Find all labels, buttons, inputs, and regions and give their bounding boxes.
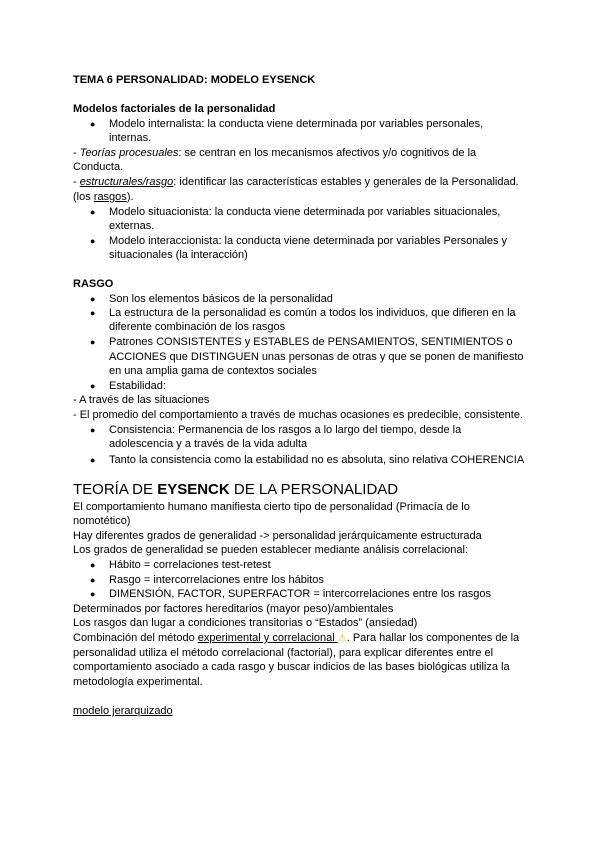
paragraph-metodo: [73, 631, 519, 646]
heading-part-3: DE LA PERSONALIDAD: [229, 481, 399, 498]
metodo-text-pre: Combinación del método: [73, 632, 198, 644]
paragraph-comportamiento: El comportamiento humano manifiesta cierto tipo de personalidad (Primacía de lo: [73, 501, 470, 513]
section-heading-eysenck: [73, 481, 398, 499]
section-heading-rasgo: RASGO: [73, 278, 114, 290]
dash-item-estructurales-text: : identificar las características estables y generales de la Personalidad.: [173, 176, 519, 188]
term-rasgos: rasgos: [93, 191, 127, 203]
dash-prefix: -: [73, 176, 80, 188]
paren-close-text: ).: [126, 191, 134, 203]
heading-eysenck-bold: EYSENCK: [157, 481, 230, 498]
paragraph-grados: Hay diferentes grados de generalidad -> personalidad jerárquicamente estructurada: [73, 530, 482, 542]
list-item-interaccionista-cont: situacionales (la interacción): [109, 249, 248, 261]
paragraph-hereditarios: Determinados por factores hereditarios (mayor peso)/ambientales: [73, 603, 394, 615]
dash-item-estructurales: [73, 175, 519, 189]
list-item-patrones-cont1: ACCIONES que DISTINGUEN unas personas de otras y que se ponen de manifiesto: [109, 351, 524, 363]
heading-part-1: TEORÍA DE: [73, 481, 158, 498]
term-experimental-correlacional: experimental y correlacional: [197, 632, 335, 644]
section-heading-modelos: Modelos factoriales de la personalidad: [73, 103, 276, 115]
paragraph-metodo-cont2: comportamiento asociado a cada rasgo y buscar indicios de las bases biológicas utiliza la: [73, 661, 510, 673]
bullet-icon: ●: [90, 589, 96, 599]
dash-item-situaciones: - A través de las situaciones: [73, 394, 210, 406]
paren-open-text: (los: [73, 191, 94, 203]
paragraph-comportamiento-cont: nomotético): [73, 515, 131, 527]
paragraph-metodo-cont1: personalidad utiliza el método correlacional (factorial), para explicar diferentes entre el: [73, 647, 494, 659]
bullet-icon: ●: [90, 455, 96, 465]
list-item-situacionista-cont: externas.: [109, 220, 155, 232]
bullet-icon: ●: [90, 381, 96, 391]
dash-item-promedio: - El promedio del comportamiento a través de muchas ocasiones es predecible, consistente.: [73, 409, 524, 421]
list-item-situacionista: Modelo situacionista: la conducta viene determinada por variables situacionales,: [109, 206, 501, 218]
list-item-estructura-cont: diferente combinación de los rasgos: [109, 321, 286, 333]
bullet-icon: ●: [90, 575, 96, 585]
document-title: TEMA 6 PERSONALIDAD: MODELO EYSENCK: [73, 74, 316, 86]
list-item-estructura: La estructura de la personalidad es común a todos los individuos, que difieren en la: [109, 307, 516, 319]
paragraph-metodo-cont3: metodología experimental.: [73, 676, 203, 688]
bullet-icon: ●: [90, 294, 96, 304]
list-item-internalista: Modelo internalista: la conducta viene determinada por variables personales,: [109, 118, 484, 130]
dash-item-procesuales-text: : se centran en los mecanismos afectivos y/o cognitivos de la: [178, 147, 477, 159]
bullet-icon: ●: [90, 308, 96, 318]
dash-item-procesuales: [73, 146, 476, 160]
warning-icon: ⚠: [337, 633, 347, 644]
bullet-icon: ●: [90, 425, 96, 435]
dash-item-procesuales-cont: Conducta.: [73, 161, 124, 173]
list-item-habito: Hábito = correlaciones test-retest: [109, 559, 271, 571]
list-item-consistencia-cont: adolescencia y a través de la vida adulta: [109, 438, 308, 450]
dash-item-estructurales-cont: [73, 190, 134, 204]
list-item-internalista-cont: internas.: [109, 132, 152, 144]
bullet-icon: ●: [90, 560, 96, 570]
list-item-dimension: DIMENSIÓN, FACTOR, SUPERFACTOR = intercorrelaciones entre los rasgos: [109, 588, 491, 600]
list-item-interaccionista: Modelo interaccionista: la conducta viene determinada por variables Personales y: [109, 235, 508, 247]
paragraph-analisis: Los grados de generalidad se pueden establecer mediante análisis correlacional:: [73, 544, 469, 556]
list-item-rasgo: Rasgo = intercorrelaciones entre los hábitos: [109, 574, 324, 586]
list-item-consistencia: Consistencia: Permanencia de los rasgos a lo largo del tiempo, desde la: [109, 424, 462, 436]
list-item-patrones: Patrones CONSISTENTES y ESTABLES de PENSAMIENTOS, SENTIMIENTOS o: [109, 336, 513, 348]
list-item-patrones-cont2: en una amplia gama de contextos sociales: [109, 365, 317, 377]
modelo-jerarquizado-link[interactable]: modelo jerarquizado: [73, 705, 173, 717]
bullet-icon: ●: [90, 337, 96, 347]
term-teorias-procesuales: Teorías procesuales: [79, 147, 179, 159]
list-item-elementos: Son los elementos básicos de la personalidad: [109, 293, 333, 305]
paragraph-estados: Los rasgos dan lugar a condiciones transitorias o “Estados” (ansiedad): [73, 617, 418, 629]
bullet-icon: ●: [90, 119, 96, 129]
metodo-text-post: . Para hallar los componentes de la: [346, 632, 520, 644]
bullet-icon: ●: [90, 236, 96, 246]
term-estructurales-rasgo: estructurales/rasgo: [79, 176, 174, 188]
list-item-coherencia: Tanto la consistencia como la estabilidad no es absoluta, sino relativa COHERENCIA: [109, 454, 525, 466]
dash-prefix: -: [73, 147, 80, 159]
list-item-estabilidad: Estabilidad:: [109, 380, 166, 392]
bullet-icon: ●: [90, 207, 96, 217]
